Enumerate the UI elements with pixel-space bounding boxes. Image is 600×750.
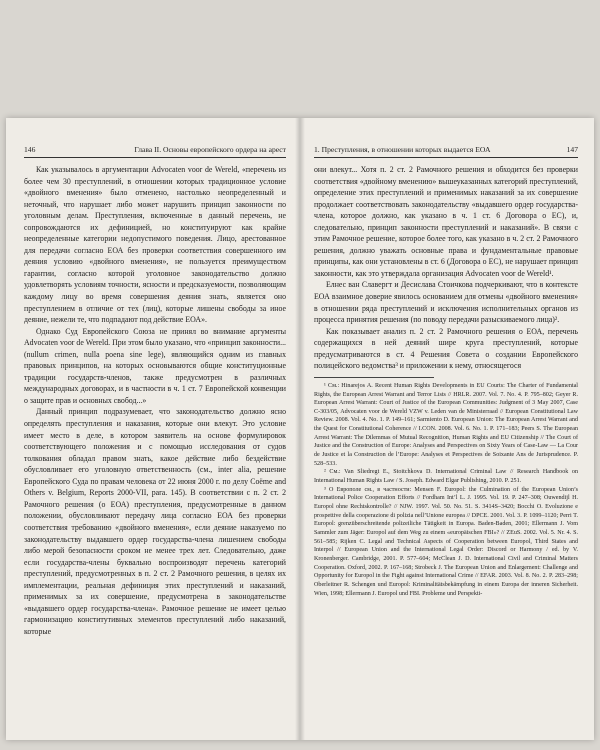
right-running-header [314,144,578,158]
paragraph: Как указывалось в аргументации Advocaten voor de Wereld, «перечень из более чем 30 преступлений, в отношении которых традиционное условие «двойного вменения» было отменено, настолько неопределенный и неточный, что нарушает либо может нарушить принцип законности по уголовным делам. Преступления, включенные в данный перечень, не сопровождаются их дефиницией, но конституируют как крайне неопределенные категории недопустимого поведения. Лицо, арестованное для передачи согласно ЕОА без проверки соответствия совершенного им деяния условию «двойного вменения», не пользуется преимуществом гарантии, согласно которой уголовное законодательство должно удовлетворять условиям точности, ясности и предсказуемости, позволяющим каждому лицу во время совершения деяния знать, является оно преступлением в отличие от тех (лиц), которые лишены свободы за иное деяние, нежели те, что подпадают под действие ЕОА». [24,165,286,325]
footnote: ³ О Европоле см., в частности: Mensen F. Europol: the Culmination of the European Union’s International Police Cooperation Efforts // Fordham Int’l L. J. 1995. Vol. 19. P. 247–308; Ouwendijl H. Europol ohne Rechtskontrolle? // NJW. 1997. Vol. 50. No. 51. S. 3414S–3420; Bocchi O. Evoluzione e prospettive della cooperazione di polizia nell’Unione europea // DPCE. 2001. Vol. 3. P. 1099–1120; Perri T. Europol: grenzüberschreitende polizeiliche Tätigkeit in Europa. Baden-Baden, 2001; Ellermann J. Vom Sammler zum Jäger: Europol auf dem Weg zu einem «europäischen FBI»? // ZEuS. 2002. Vol. 5. Nr. 4. S. 561–585; Rijken C. Legal and Technical Aspects of Cooperation between Europol, Third States and Interpol // European Union and the International Legal Order: Discord or Harmony / ed. by V. Kronenberger. Cambridge, 2001. P. 577–604; McClean J. D. International Civil and Criminal Matters Cooperation. Oxford, 2002. P. 167–168; Strobeck J. The European Union and Enlargement: Challenge and Opportunity for Europol in the Fight against International Crime // EFAR. 2003. Vol. 8. No. 2. P. 283–298; Oberleitner R. Schengen und Europol: Kriminalitätsbekämpfung in einem Europa der inneren Sicherheit. Wien, 1998; Ellermann J. Europol und FBI. Probleme und Perspekti- [314,486,578,597]
right-page [300,118,594,740]
paragraph: Елнес ван Славергт и Десислава Стоичкова подчеркивают, что в контексте ЕОА взаимное доверие явилось основанием для отмены «двойного вменения» в отношении ряда преступлений и исключения исполнительных органов из процесса принятия решения (по поводу передачи разыскиваемого лица)². [314,280,578,325]
footnote: ¹ См.: Hinarejos A. Recent Human Rights Developments in EU Courts: The Charter of Fundamental Rights, the European Arrest Warrant and Terror Lists // HRLR. 2007. Vol. 7. No. 4. P. 795–802; Geyer R. European Arrest Warrant: Court of Justice of the European Communities: Judgment of 3 May 2007, Case C-303/05, Advocaten voor de Wereld VZW v. Leden van de Ministerraad // European Constitutional Law Review. 2008. Vol. 4. No. 1. P. 149–161; Sarmiento D. European Union: The European Arrest Warrant and the Quest for Constitutional Coherence // I.CON. 2008. Vol. 6. No. 1. P. 171–183; Peers S. The European Arrest Warrant: The Dilemmas of Mutual Recognition, Human Rights and EU Citizenship // The Court of Justice and the Construction of Europe: Analyses and Perspectives on Sixty Years of Case-Law — La Cour de Justice et la Construction de l’Europe: Analyses et Perspectives de Soixante Ans de Jurisprudence. P. 528–533. [314,382,578,467]
left-running-header [24,144,286,158]
left-page [6,118,300,740]
right-page-number: 147 [566,145,578,154]
right-running-head: 1. Преступления, в отношении которых выдается ЕОА [314,145,491,154]
left-body-text [24,164,286,637]
paragraph: они влекут... Хотя п. 2 ст. 2 Рамочного решения и обходится без проверки соответствия «двойному вменению» вышеуказанных категорий преступлений, определение этих преступлений и применимых наказаний за их совершение продолжает соответствовать законодательству «выдавшего ордер государства-члена, которое должно, как указано в ч. 1 ст. 6 Договора о ЕС), и, следовательно, принцип законности преступлений и наказаний». В связи с этим Рамочное решение, которое более того, как указано в ч. 2 ст. 2 Рамочного решения, должно уважать основные права и фундаментальные правовые принципы, как они установлены в ст. 6 (Договора о ЕС), не нарушает принцип законности, как это утверждала организация Advocaten voor de Wereld¹. [314,165,578,278]
paragraph: Данный принцип подразумевает, что законодательство должно ясно определять преступления и наказания, которые они влекут. Это условие имеет место в деле, в котором заявитель на основе формулировок соответствующего положения и с помощью исследования от судов толкования обладал правом знать, какое действие либо бездействие обусловливает его уголовную ответственность (см., inter alia, решение Европейского Суда по правам человека от 22 июня 2000 г. по делу Coëme and Others v. Belgium, Reports 2000-VII, para. 145). В соответствии с п. 2 ст. 2 Рамочного решения (о ЕОА) преступления, предусмотренные в данном положении, обусловливают передачу лица согласно ЕОА без проверки соответствия требованию «двойного вменения», если деяние наказуемо по законодательству выдавшего ордер государства-члена лишением свободы либо мерой безопасности сроком не менее трех лет. Следовательно, даже если государства-члены буквально воспроизводят перечень категорий преступлений, предусмотренных в п. 2 ст. 2 Рамочного решения, в целях их имплементации, реальная дефиниция этих преступлений и наказаний, применимых за их совершение, предусмотрена в законодательстве «выдавшего ордер государства-члена». Рамочное решение не имеет целью гармонизацию конститутивных элементов преступлений либо наказаний, которые [24,407,286,636]
footnote: ² См.: Van Sliedregt E., Stoitchkova D. International Criminal Law // Research Handbook on International Human Rights Law / S. Joseph. Edward Elgar Publishing, 2010. P. 251. [314,469,578,485]
book-spread [6,118,594,740]
footnotes [314,382,578,598]
left-page-number: 146 [24,145,36,154]
footnote-separator [314,377,434,378]
paragraph: Однако Суд Европейского Союза не принял во внимание аргументы Advocaten voor de Wereld. При этом было указано, что «принцип законности... (nullum crimen, nulla poena sine lege), являющийся одним из главных правовых принципов, на которых основываются общие конституционные традиции государств-членов, также предусмотрен в различных международных договорах, и в частности в ч. 1 ст. 7 Европейской конвенции о защите прав и основных свобод...» [24,326,286,405]
paragraph: Как показывает анализ п. 2 ст. 2 Рамочного решения о ЕОА, перечень содержащихся в ней деяний шире круга преступлений, которые предусматриваются в ст. 4 Решения Совета о создании Европейского полицейского ведомства³ и приложении к нему, относящегося [314,326,578,371]
right-body-text [314,164,578,372]
left-running-head: Глава II. Основы европейского ордера на арест [134,145,286,154]
